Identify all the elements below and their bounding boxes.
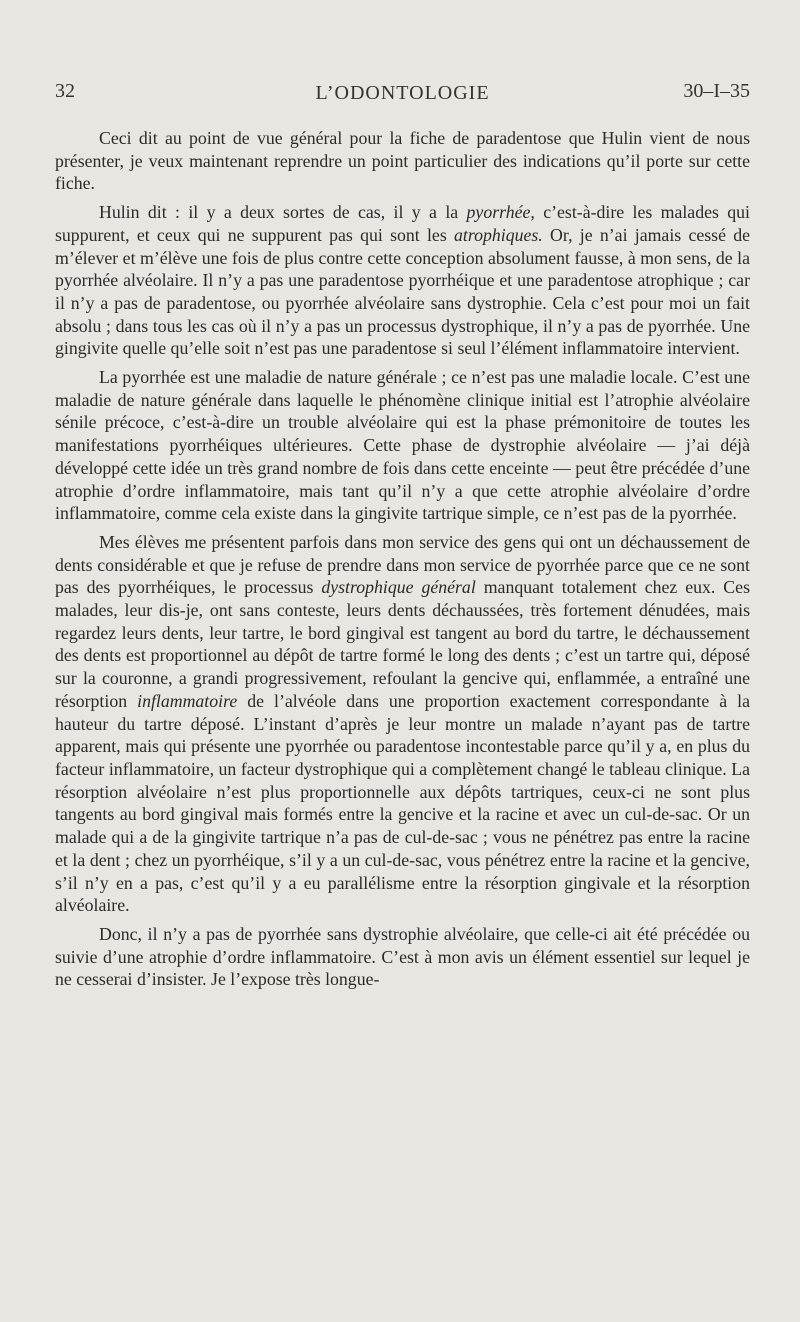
text-run: de l’alvéole dans une proportion exactement correspondante à la hauteur du tartre déposé. L’instant d’après je leur montre un malade n’ayant pas de tartre apparent, mais qui présente une pyorrhée ou paradentose incontestable parce qu’il y a, en plus du facteur inflammatoire, un facteur dystrophique qui a complètement changé le tableau clinique. La résorption alvéolaire n’est plus proportionnelle aux dépôts tartriques, ceux-ci ne sont plus tangents au bord gingival mais formés entre la gencive et la racine et avec un cul-de-sac. Or un malade qui a de la gingivite tartrique n’a pas de cul-de-sac ; vous ne pénétrez pas entre la racine et la dent ; chez un pyorrhéique, s’il y a un cul-de-sac, vous pénétrez entre la racine et la gencive, s’il n’y en a pas, c’est qu’il y a eu parallélisme entre la résorption gingivale et la résorption alvéolaire.: [55, 690, 750, 916]
paragraph: [55, 923, 750, 991]
italic-text: inflammatoire: [137, 690, 238, 711]
text-run: c’est-à-dire les malades qui suppurent, et ceux qui ne suppurent pas qui sont les: [55, 202, 750, 245]
paragraph: [55, 201, 750, 360]
text-run: Ceci dit au point de vue général pour la fiche de paradentose que Hulin vient de nous présenter, je veux maintenant reprendre un point particulier des indications qu’il porte sur cette fiche.: [55, 128, 750, 194]
text-run: La pyorrhée est une maladie de nature générale ; ce n’est pas une maladie locale. C’est une maladie de nature générale dans laquelle le phénomène clinique initial est l’atrophie alvéolaire sénile précoce, c’est-à-dire un trouble alvéolaire qui est la phase prémonitoire de toutes les manifestations pyorrhéiques ultérieures. Cette phase de dystrophie alvéolaire — j’ai déjà développé cette idée un très grand nombre de fois dans cette enceinte — peut être précédée d’une atrophie d’ordre inflammatoire, mais tant qu’il n’y a que cette atrophie alvéolaire d’ordre inflammatoire, comme cela existe dans la gingivite tartrique simple, ce n’est pas de la pyorrhée.: [55, 367, 750, 524]
paragraph: [55, 366, 750, 525]
running-header: [55, 80, 750, 110]
text-run: Mes élèves me présentent parfois dans mon service des gens qui ont un déchaussement de dents considérable et que je refuse de prendre dans mon service de pyorrhée parce que ce ne sont pas des pyorrhéiques, le processus: [55, 531, 750, 598]
text-run: Or, je n’ai jamais cessé de m’élever et m’élève une fois de plus contre cette conception absolument fausse, à mon sens, de la pyorrhée alvéolaire. Il n’y a pas une paradentose pyorrhéique et une paradentose atrophique ; car il n’y a pas de paradentose, ou pyorrhée alvéolaire sans dystrophie. Cela c’est pour moi un fait absolu ; dans tous les cas où il n’y a pas un processus dystrophique, il n’y a pas de pyorrhée. Une gingivite quelle qu’elle soit n’est pas une paradentose si seul l’élément inflammatoire intervient.: [55, 224, 751, 359]
italic-text: dystrophique général: [321, 577, 476, 598]
italic-text: atrophiques.: [454, 224, 543, 245]
paragraph: [55, 531, 750, 917]
article-body: [55, 127, 750, 997]
text-run: Hulin dit : il y a deux sortes de cas, il y a la: [99, 202, 467, 223]
journal-title: L’ODONTOLOGIE: [315, 82, 490, 104]
paragraph: [55, 127, 750, 195]
page-number: 32: [55, 80, 75, 102]
text-run: Donc, il n’y a pas de pyorrhée sans dystrophie alvéolaire, que celle-ci ait été précédée ou suivie d’une atrophie d’ordre inflammatoire. C’est à mon avis un élément essentiel sur lequel je ne cesserai d’insister. Je l’expose très longue-: [55, 923, 750, 990]
text-run: manquant totalement chez eux. Ces malades, leur dis-je, ont sans conteste, leurs dents déchaussées, très fortement dénudées, mais regardez leurs dents, leur tartre, le bord gingival est tangent au bord du tartre, le déchaussement des dents est proportionnel au dépôt de tartre formé le long des dents ; c’est un tartre qui, déposé sur la couronne, a grandi progressivement, refoulant la gencive qui, enflammée, a entraîné une résorption: [55, 577, 750, 711]
issue-date: 30–I–35: [683, 80, 750, 102]
italic-text: pyorrhée,: [466, 202, 535, 223]
